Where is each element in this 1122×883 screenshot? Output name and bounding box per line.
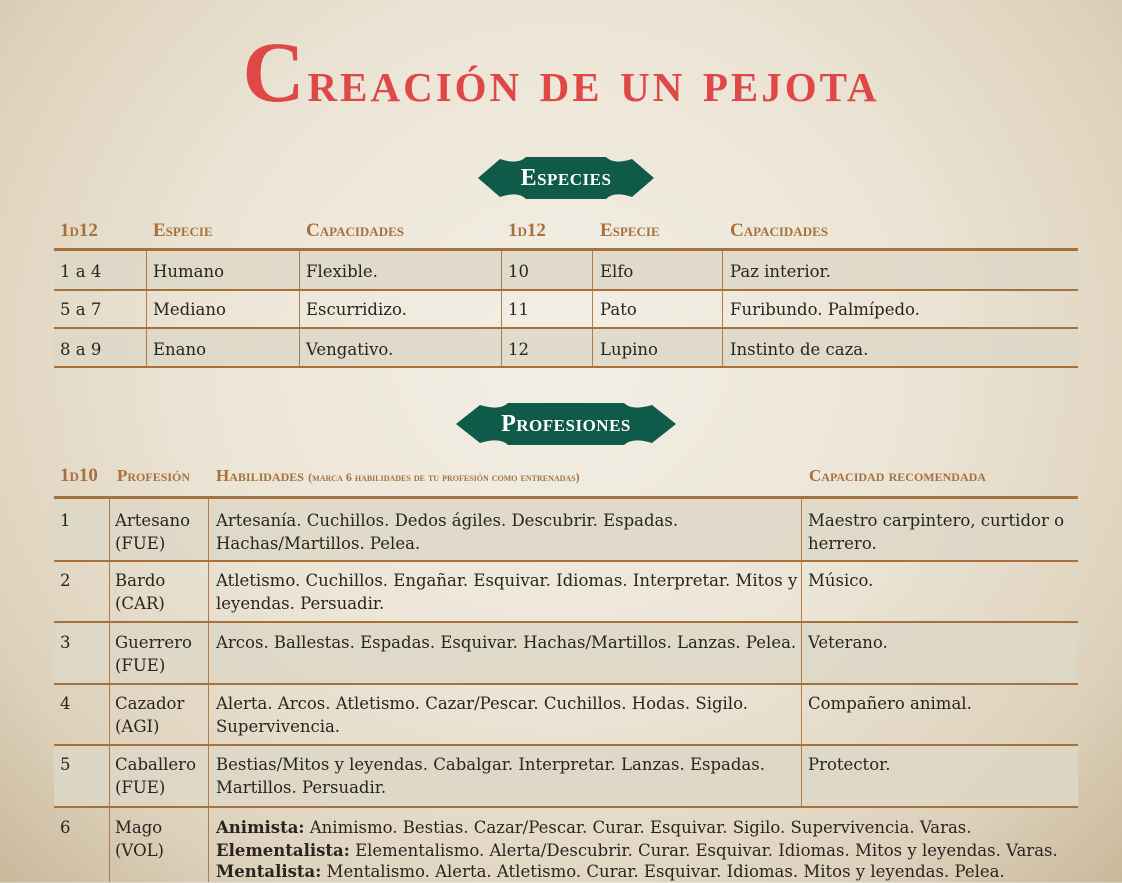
profession-roll: 5 [60, 755, 71, 774]
species-column-divider [592, 251, 593, 366]
species-abilities: Furibundo. Palmípedo. [730, 300, 920, 319]
profession-name: Artesano [115, 511, 191, 530]
species-name: Humano [153, 262, 225, 281]
profession-skills: Bestias/Mitos y leyendas. Cabalgar. Interpretar. Lanzas. Espadas. [216, 755, 765, 774]
page-title: Creación de un pejota [242, 24, 880, 120]
mage-school-line [216, 816, 972, 839]
profession-roll: 3 [60, 633, 71, 652]
species-roll: 10 [508, 262, 529, 281]
profession-column-divider [208, 499, 209, 882]
mage-school-label: Elementalista: [216, 841, 350, 860]
species-abilities: Vengativo. [306, 340, 394, 359]
profession-roll: 1 [60, 511, 71, 530]
profession-skills: Alerta. Arcos. Atletismo. Cazar/Pescar. Cuchillos. Hodas. Sigilo. [216, 694, 748, 713]
profession-roll: 6 [60, 818, 71, 837]
profession-name: Cazador [115, 694, 185, 713]
profession-recommended: Protector. [808, 755, 891, 774]
profession-header-profession: Profesión [117, 466, 191, 485]
profession-name: Bardo [115, 571, 166, 590]
profession-header-skills-note: (marca 6 habilidades de tu profesión como entrenadas) [308, 470, 580, 484]
profession-header-recommended: Capacidad recomendada [809, 466, 986, 485]
species-roll: 8 a 9 [60, 340, 102, 359]
profession-attribute: (FUE) [115, 778, 166, 797]
species-row-divider [54, 289, 1078, 291]
profession-recommended: Veterano. [808, 633, 888, 652]
profession-roll: 2 [60, 571, 71, 590]
species-abilities: Paz interior. [730, 262, 831, 281]
profession-recommended: herrero. [808, 534, 877, 553]
profession-skills: Supervivencia. [216, 717, 341, 736]
species-abilities: Escurridizo. [306, 300, 407, 319]
mage-school-line [216, 839, 1058, 862]
profession-recommended: Músico. [808, 571, 874, 590]
mage-school-line [216, 860, 1005, 883]
profession-name: Guerrero [115, 633, 192, 652]
species-abilities: Flexible. [306, 262, 378, 281]
profession-skills: Martillos. Persuadir. [216, 778, 387, 797]
species-abilities: Instinto de caza. [730, 340, 869, 359]
profession-recommended: Compañero animal. [808, 694, 972, 713]
profession-skills: Artesanía. Cuchillos. Dedos ágiles. Descubrir. Espadas. [216, 511, 679, 530]
profession-attribute: (CAR) [115, 594, 165, 613]
species-column-divider [146, 251, 147, 366]
profession-attribute: (AGI) [115, 717, 160, 736]
species-name: Mediano [153, 300, 226, 319]
species-column-divider [299, 251, 300, 366]
species-header-abilities-2: Capacidades [730, 220, 828, 241]
profession-header-skills-label: Habilidades [216, 466, 304, 485]
profession-column-divider [109, 499, 110, 882]
profession-header-die: 1d10 [60, 465, 98, 486]
species-row-divider [54, 366, 1078, 368]
species-banner-label: Especies [520, 165, 612, 191]
species-roll: 5 a 7 [60, 300, 102, 319]
mage-school-skills: Animismo. Bestias. Cazar/Pescar. Curar. Esquivar. Sigilo. Supervivencia. Varas. [304, 818, 972, 837]
profession-attribute: (FUE) [115, 534, 166, 553]
species-name: Enano [153, 340, 207, 359]
profession-column-divider [801, 499, 802, 806]
mage-school-skills: Mentalismo. Alerta. Atletismo. Curar. Esquivar. Idiomas. Mitos y leyendas. Pelea. [321, 862, 1005, 881]
mage-school-label: Mentalista: [216, 862, 322, 881]
profession-attribute: (VOL) [115, 841, 164, 860]
profession-skills: Atletismo. Cuchillos. Engañar. Esquivar. Idiomas. Interpretar. Mitos y [216, 571, 798, 590]
species-header-die: 1d12 [60, 220, 98, 241]
mage-school-label: Animista: [216, 818, 305, 837]
species-roll: 12 [508, 340, 529, 359]
profession-skills: Arcos. Ballestas. Espadas. Esquivar. Hachas/Martillos. Lanzas. Pelea. [216, 633, 797, 652]
mage-school-skills: Elementalismo. Alerta/Descubrir. Curar. Esquivar. Idiomas. Mitos y leyendas. Varas. [349, 841, 1058, 860]
profession-skills: leyendas. Persuadir. [216, 594, 385, 613]
species-row-band [54, 329, 1078, 366]
species-roll: 1 a 4 [60, 262, 102, 281]
species-column-divider [722, 251, 723, 366]
profession-roll: 4 [60, 694, 71, 713]
species-name: Lupino [600, 340, 658, 359]
professions-banner-label: Profesiones [501, 411, 631, 437]
species-header-abilities: Capacidades [306, 220, 404, 241]
profession-name: Mago [115, 818, 163, 837]
species-name: Pato [600, 300, 637, 319]
profession-header-skills [216, 466, 580, 486]
profession-attribute: (FUE) [115, 656, 166, 675]
species-header-species-2: Especie [600, 220, 660, 241]
species-header-die-2: 1d12 [508, 220, 546, 241]
profession-skills: Hachas/Martillos. Pelea. [216, 534, 421, 553]
professions-banner [456, 401, 676, 447]
profession-recommended: Maestro carpintero, curtidor o [808, 511, 1065, 530]
profession-name: Caballero [115, 755, 197, 774]
species-roll: 11 [508, 300, 529, 319]
species-column-divider [501, 251, 502, 366]
species-name: Elfo [600, 262, 634, 281]
species-banner [478, 155, 654, 201]
species-header-species: Especie [153, 220, 213, 241]
